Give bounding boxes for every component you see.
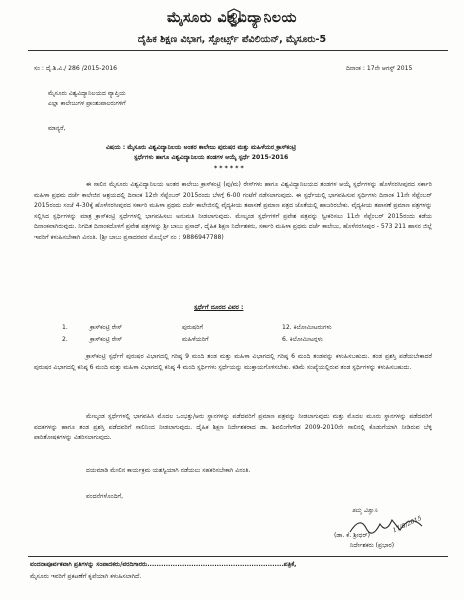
addressee-line-1: ಮೈಸೂರು ವಿಶ್ವವಿದ್ಯಾನಿಲಯದ ವ್ಯಾಪ್ತಿಯ	[48, 90, 126, 97]
signatory-title: ನಿರ್ದೇಶಕರು (ಪ್ರಭಾರ)	[350, 542, 395, 549]
addressee-line-2: ಎಲ್ಲಾ ಕಾಲೇಜುಗಳ ಪ್ರಾಂಶುಪಾಲರುಗಳಿಗೆ	[48, 100, 126, 107]
distance-row-2-event: ಕ್ರಾಸ್‍ಕಂಟ್ರಿ ರೇಸ್	[90, 336, 123, 343]
university-name: ಮೈಸೂರು ವಿಶ್ವವಿದ್ಯಾನಿಲಯ	[167, 10, 297, 26]
body-paragraph-2: ಕ್ರಾಸ್‍ಕಂಟ್ರಿ ಸ್ಪರ್ಧೆಗೆ ಪುರುಷರ ವಿಭಾಗದಲ್ಲಿ ಗರಿಷ್ಠ 9 ಮಂದಿ ತಂಡ ಮತ್ತು ಮಹಿಳಾ ವಿಭಾಗದಲ್ಲಿ ಗರಿಷ್ಠ 6 ಮಂದಿ ತಂಡವನ್ನು ಕಳುಹಿಸಬಹುದು. ತಂಡ ಪ್ರಶಸ್ತಿ ಪಡೆಯಬೇಕಾದರೆ ಪುರುಷರ ವಿಭಾಗದಲ್ಲಿ ಕನಿಷ್ಠ 6 ಮಂದಿ ಮತ್ತು ಮಹಿಳಾ ವಿಭಾಗದಲ್ಲಿ ಕನಿಷ್ಠ 4 ಮಂದಿ ಸ್ಪರ್ಧಿಗಳು ಸ್ಪರ್ಧೆಯನ್ನು ಮುಕ್ತಾಯಗೊಳಿಸಬೇಕು. ಕಡಿಮೆ ಸಂಖ್ಯೆಯಲ್ಲಿರುವ ತಂಡ ಸ್ಪರ್ಧಿಗಳನ್ನು ಕಳುಹಿಸಬಹುದು.	[34, 353, 432, 371]
header-rule	[28, 50, 448, 51]
distance-row-1-category: ಪುರುಷರಿಗೆ	[182, 324, 204, 331]
department-address: ದೈಹಿಕ ಶಿಕ್ಷಣ ವಿಭಾಗ, ಸ್ಪೋರ್ಟ್ಸ್ ಪೆವಿಲಿಯನ್, ಮೈಸೂರು-5	[137, 34, 327, 45]
salutation: ಮಾನ್ಯರೆ,	[48, 125, 66, 132]
footer-copy-line-1: ವಂದನಾಪೂರ್ವಕವಾಗಿ ಪ್ರತಿಗಳನ್ನು ಸಂಪಾದಕರು/ವರದಿಗಾರರು...........................................................ಪತ್ರಿಕೆ,	[30, 561, 297, 568]
body-paragraph-3: ಮೇಲ್ಕಂಡ ಸ್ಪರ್ಧೆಗಳಲ್ಲಿ ಭಾಗವಹಿಸಿ ಮೊದಲ ಒಂಭತ್ತು/ಆರು ಸ್ಥಾನಗಳನ್ನು ಪಡೆದವರಿಗೆ ಪ್ರಮಾಣ ಪತ್ರವನ್ನು ನೀಡಲಾಗುವುದು ಮತ್ತು ಮೊದಲ ಮೂರು ಸ್ಥಾನಗಳನ್ನು ಪಡೆದವರಿಗೆ ಪದಕಗಳನ್ನು ಹಾಗೂ ತಂಡ ಪ್ರಶಸ್ತಿ ಪಡೆದವರಿಗೆ ಸಾಲಿನಿಂದ ನೀಡಲಾಗುವುದು. ದೈಹಿಕ ಶಿಕ್ಷಣ ನಿರ್ದೇಶಕರಾದ ಡಾ. ಶಿವಲಿಂಗೇಗೌಡ 2009-2010ನೇ ಸಾಲಿನಲ್ಲಿ ಕೊಡುಗೆಯಾಗಿ ನೀಡಿರುವ ಬೆಳ್ಳಿ ಪಾರಿತೋಷಕಗಳನ್ನು ವಿತರಿಸಲಾಗುವುದು.	[34, 413, 432, 442]
signatory-name: (ಡಾ. ಕೆ. ಶ್ರೀಧರ್)	[334, 532, 371, 539]
reference-number: ಸಂ : ದೈ.ಶಿ.ವಿ./ 286 /2015-2016	[34, 65, 117, 72]
footer-rule	[28, 556, 448, 557]
closing-regards: ವಂದನೆಗಳೊಂದಿಗೆ,	[86, 493, 124, 500]
distance-row-2-no: 2.	[62, 336, 68, 343]
body-paragraph-1: ಈ ಸಾಲಿನ ಮೈಸೂರು ವಿಶ್ವವಿದ್ಯಾನಿಲಯ ಅಂತರ ಕಾಲೇಜು ಕ್ರಾಸ್‍ಕಂಟ್ರಿ (ಪು/ಮ) ರೇಸ್‍ಗಳು ಹಾಗೂ ವಿಶ್ವವಿದ್ಯಾನಿಲಯದ ತಂಡಗಳ ಆಯ್ಕೆ ಸ್ಪರ್ಧೆಗಳನ್ನು ಹೊಳೆನರಸೀಪುರದ ಸರ್ಕಾರಿ ಮಹಿಳಾ ಪ್ರಥಮ ದರ್ಜೆ ಕಾಲೇಜಿನ ಆಶ್ರಯದಲ್ಲಿ ದಿನಾಂಕ 12ನೇ ಸೆಪ್ಟೆಂಬರ್ 2015ರಂದು ಬೆಳಗ್ಗೆ 6-00 ಗಂಟೆಗೆ ನಡೆಸಲಾಗುವುದು. ಈ ಸ್ಪರ್ಧೆಯಲ್ಲಿ ಭಾಗವಹಿಸುವ ಸ್ಪರ್ಧಿಗಳು ದಿನಾಂಕ 11ನೇ ಸೆಪ್ಟೆಂಬರ್ 2015ರಂದು ಸಂಜೆ 4-30ಕ್ಕೆ ಹೊಳೆನರಸೀಪುರದ ಸರ್ಕಾರಿ ಮಹಿಳಾ ಪ್ರಥಮ ದರ್ಜೆ ಕಾಲೇಜಿನಲ್ಲಿ ವೈದ್ಯಕೀಯ ತಪಾಸಣೆ ಪ್ರಮಾಣ ಪತ್ರದ ಜೊತೆಯಲ್ಲಿ ಹಾಜರಿರಬೇಕು. ವೈದ್ಯಕೀಯ ತಪಾಸಣೆ ಪ್ರಮಾಣ ಪತ್ರಗಳನ್ನು ಸಲ್ಲಿಸಿದ ಸ್ಪರ್ಧಿಗಳನ್ನು ಮಾತ್ರ ಕ್ರಾಸ್‍ಕಂಟ್ರಿ ಸ್ಪರ್ಧೆಗಳಲ್ಲಿ ಭಾಗವಹಿಸಲು ಅನುಮತಿ ನೀಡಲಾಗುವುದು. ಮೇಲ್ಕಂಡ ಸ್ಪರ್ಧೆಗಳಿಗೆ ಪ್ರವೇಶ ಪತ್ರವನ್ನು ಸ್ವೀಕರಿಸಲು 11ನೇ ಸೆಪ್ಟೆಂಬರ್ 2015ರಂದು ಕಡೆಯ ದಿನಾಂಕವಾಗಿರುವುದು. ನಿಗದಿತ ದಿನಾಂಕದೊಳಗೆ ಪ್ರವೇಶ ಪತ್ರಗಳನ್ನು ಶ್ರೀ ಬಾಬು ಪ್ರಸಾದ್, ದೈಹಿಕ ಶಿಕ್ಷಣ ನಿರ್ದೇಶಕರು, ಸರ್ಕಾರಿ ಮಹಿಳಾ ಪ್ರಥಮ ದರ್ಜೆ ಕಾಲೇಜು, ಹೊಳೆನರಸೀಪುರ - 573 211 ಹಾಸನ ಜಿಲ್ಲೆ ಇವರಿಗೆ ಕಳುಹಿಸಬೇಕಾಗಿ ವಿನಂತಿ. (ಶ್ರೀ ಬಾಬು ಪ್ರಸಾದರವರ ಮೊಬೈಲ್ ನಂ : 9886947788)	[34, 181, 432, 241]
body-paragraph-4: ದಯಮಾಡಿ ಮೇಲಿನ ಕಾರ್ಯಕ್ರಮ ಯಶಸ್ವಿಯಾಗಿ ನಡೆಯಲು ಸಹಕರಿಸಬೇಕಾಗಿ ವಿನಂತಿ.	[86, 467, 251, 474]
university-emblem-icon	[226, 8, 242, 26]
distance-heading: ಸ್ಪರ್ಧೆಗೆ ದೂರದ ವಿವರ :	[194, 304, 244, 311]
footer-copy-line-2: ಮೈಸೂರು ಇವರಿಗೆ ಪ್ರಕಟಣೆಗೆ ಕೃಪೆಯಾಗಿ ಕಳುಹಿಸಲಾಗಿದೆ.	[30, 573, 142, 580]
distance-row-1-distance: 12. ಕಿಲೋಮೀಟರುಗಳು	[282, 324, 332, 331]
subject-divider-stars: * * * * * *	[214, 165, 244, 172]
signature-date: 17/8/2015	[391, 514, 423, 535]
distance-row-2-distance: 6. ಕಿಲೋಮೀಟರ್‍ಗಳು	[282, 336, 323, 343]
subject-line-2: ಸ್ಪರ್ಧೆಗಳು ಹಾಗೂ ವಿಶ್ವವಿದ್ಯಾನಿಲಯ ತಂಡಗಳ ಆಯ್ಕೆ ಸ್ಪರ್ಧೆ 2015-2016	[134, 154, 289, 161]
distance-row-1-no: 1.	[62, 324, 68, 331]
distance-row-2-category: ಮಹಿಳೆಯರಿಗೆ	[182, 336, 209, 343]
subject-line-1: ವಿಷಯ : ಮೈಸೂರು ವಿಶ್ವವಿದ್ಯಾನಿಲಯ ಅಂತರ ಕಾಲೇಜು ಪುರುಷರ ಮತ್ತು ಮಹಿಳೆಯರ ಕ್ರಾಸ್‍ಕಂಟ್ರಿ	[106, 144, 297, 151]
distance-row-1-event: ಕ್ರಾಸ್‍ಕಂಟ್ರಿ ರೇಸ್	[90, 324, 123, 331]
signature-handwritten: ತಮ್ಮ ವಿಶ್ವಾಸಿ	[352, 507, 378, 514]
letter-date: ದಿನಾಂಕ : 17ನೇ ಆಗಸ್ಟ್ 2015	[346, 65, 413, 72]
